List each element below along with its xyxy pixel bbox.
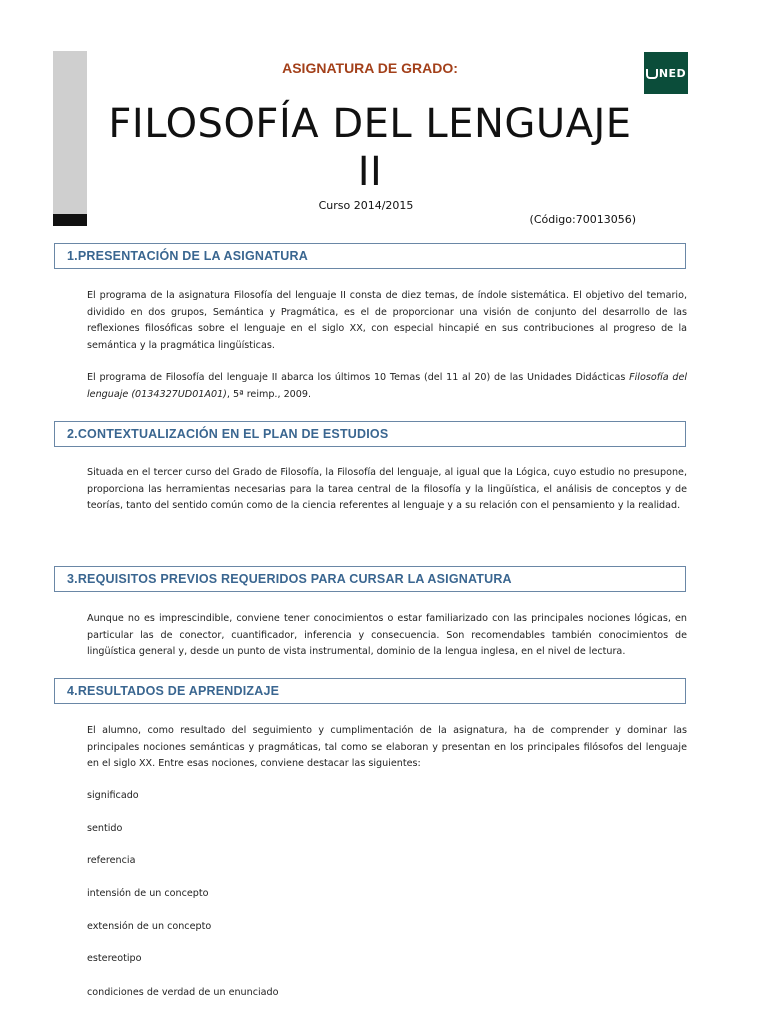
course-year: Curso 2014/2015 — [318, 199, 414, 212]
page-title: FILOSOFÍA DEL LENGUAJE II — [108, 101, 632, 195]
list-item: intensión de un concepto — [87, 888, 209, 899]
paragraph-text: , 5ª reimp., 2009. — [226, 388, 312, 400]
section-heading-text: 1.PRESENTACIÓN DE LA ASIGNATURA — [67, 249, 308, 263]
paragraph: Aunque no es imprescindible, conviene tener conocimientos o estar familiarizado con las principales nociones lógicas, en particular las de conector, cuantificador, inferencia y consecuencia. Son recomendables también conocimientos de lingüística general y, desde un punto de vista instrumental, dominio de la lengua inglesa, en el nivel de lectura. — [87, 613, 687, 657]
subject-code: (Código:70013056) — [529, 213, 636, 226]
list-item: extensión de un concepto — [87, 921, 212, 932]
decorative-black-bar — [53, 214, 87, 226]
section-heading-resultados — [54, 678, 686, 704]
list-item: condiciones de verdad de un enunciado — [87, 987, 279, 998]
list-item: significado — [87, 790, 139, 801]
section-heading-contextualizacion — [54, 421, 686, 447]
section-heading-text: 2.CONTEXTUALIZACIÓN EN EL PLAN DE ESTUDIOS — [67, 427, 389, 441]
paragraph-italic-text: Filosofía del lenguaje (0134327UD01A01) — [87, 372, 688, 400]
paragraph: El alumno, como resultado del seguimiento y cumplimentación de la asignatura, ha de comprender y dominar las principales nociones semánticas y pragmáticas, tal como se elaboran y presentan en los principales filósofos del lenguaje en el siglo XX. Entre esas nociones, conviene destacar las siguientes: — [87, 725, 687, 769]
subject-kicker: ASIGNATURA DE GRADO: — [282, 60, 458, 76]
paragraph-text: El programa de Filosofía del lenguaje II abarca los últimos 10 Temas (del 11 al 20) de las Unidades Didácticas — [87, 372, 630, 383]
list-item: sentido — [87, 823, 123, 834]
paragraph: Situada en el tercer curso del Grado de Filosofía, la Filosofía del lenguaje, al igual que la Lógica, cuyo estudio no presupone, proporciona las herramientas necesarias para la tarea central de la filosofía y la lingüística, el análisis de conceptos y de teorías, tanto del sentido común como de la ciencia referentes al lenguaje y a su relación con el pensamiento y la realidad. — [87, 467, 687, 511]
list-item: estereotipo — [87, 953, 142, 964]
list-item: referencia — [87, 855, 136, 866]
section-heading-presentacion — [54, 243, 686, 269]
section-heading-text: 3.REQUISITOS PREVIOS REQUERIDOS PARA CURSAR LA ASIGNATURA — [67, 572, 512, 586]
paragraph: El programa de la asignatura Filosofía del lenguaje II consta de diez temas, de índole sistemática. El objetivo del temario, dividido en dos grupos, Semántica y Pragmática, es el de proporcionar una visión de conjunto del desarrollo de las reflexiones filosóficas sobre el lenguaje en el siglo XX, con especial hincapié en sus contribuciones al progreso de la semántica y la pragmática lingüísticas. — [87, 290, 687, 351]
logo-text: NED — [658, 66, 687, 80]
section-heading-text: 4.RESULTADOS DE APRENDIZAJE — [67, 684, 280, 698]
paragraph — [87, 370, 687, 403]
section-heading-requisitos — [54, 566, 686, 592]
